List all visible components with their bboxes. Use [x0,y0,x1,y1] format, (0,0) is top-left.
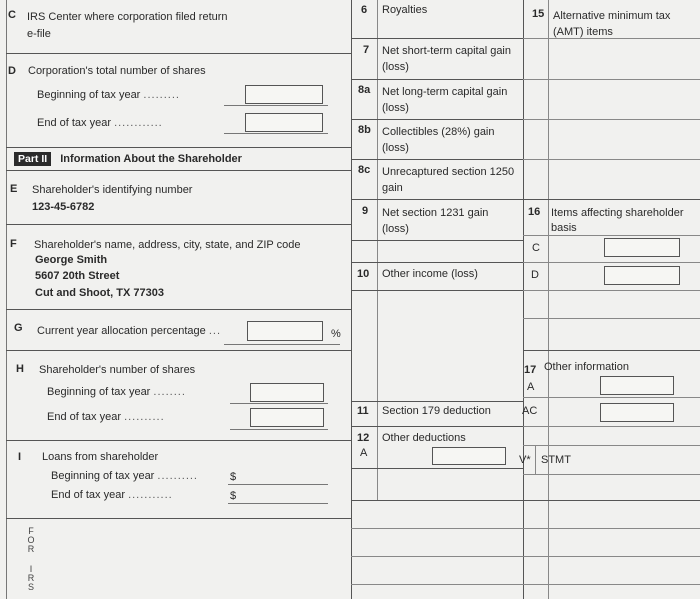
divider-left-right [351,0,352,599]
box11-label: Section 179 deduction [382,405,491,417]
part2-header [14,153,242,166]
d-letter: D [8,65,16,77]
c-value: e-file [27,28,51,40]
f-letter: F [10,238,17,250]
i-beginning-input[interactable] [238,467,328,483]
h-label: Shareholder's number of shares [39,364,196,376]
f-label: Shareholder's name, address, city, state, and ZIP code [34,239,301,251]
i-beginning-currency: $ [230,471,237,483]
rule-e [6,224,351,225]
box10-label: Other income (loss) [382,268,478,280]
e-letter: E [10,183,18,195]
e-value: 123-45-6782 [32,201,95,213]
box17-code-v: V* [519,454,531,466]
box16-d-input[interactable] [604,266,680,285]
box6-num: 6 [361,4,368,16]
box7-label: Net short-term capital gain (loss) [382,45,511,73]
h-beginning-input[interactable] [250,383,324,402]
box17-ac-input[interactable] [600,403,674,422]
f-city: Cut and Shoot, TX 77303 [35,287,164,299]
box12-num: 12 [357,432,370,444]
i-label: Loans from shareholder [42,451,159,463]
part2-title: Information About the Shareholder [60,153,242,165]
box17-code-a: A [527,381,535,393]
rule-d [6,147,351,148]
rule-f [6,309,351,310]
rule-h [6,440,351,441]
i-beginning-label: Beginning of tax year .......... [51,470,198,482]
rule-g [6,350,351,351]
box10-num: 10 [357,268,370,280]
divider-numcol [377,0,378,500]
box17-stmt: STMT [541,454,571,466]
d-end-input[interactable] [245,113,323,132]
box17-num: 17 [524,364,537,376]
box8a-label: Net long-term capital gain (loss) [382,86,508,114]
box7-num: 7 [363,44,370,56]
box12-label: Other deductions [382,432,466,444]
g-letter: G [14,322,23,334]
d-beginning-input[interactable] [245,85,323,104]
box8a-num: 8a [358,84,371,96]
box8c-num: 8c [358,164,371,176]
part2-tag: Part II [14,152,51,166]
box8b-label: Collectibles (28%) gain (loss) [382,126,495,154]
h-end-label: End of tax year .......... [47,411,165,423]
box9-num: 9 [362,205,369,217]
box12-code: A [360,447,368,459]
c-label: IRS Center where corporation filed return [27,11,228,23]
divider-margin [6,0,7,599]
box17-a-input[interactable] [600,376,674,395]
i-end-label: End of tax year ........... [51,489,173,501]
box6-label: Royalties [382,4,428,16]
f-name: George Smith [35,254,108,266]
box11-num: 11 [357,405,369,417]
rule-part2 [6,170,351,171]
i-letter: I [18,451,22,463]
box9-label: Net section 1231 gain (loss) [382,207,489,235]
i-end-input[interactable] [238,486,328,502]
box12-input[interactable] [432,447,506,465]
box17-code-ac: AC [522,405,538,417]
box16-num: 16 [528,206,541,218]
rule-c [6,53,351,54]
box16-c-input[interactable] [604,238,680,257]
g-percent-sign: % [331,328,341,340]
d-beginning-label: Beginning of tax year ......... [37,89,180,101]
box16-label: Items affecting shareholder basis [551,207,684,234]
box8b-num: 8b [358,124,371,136]
rule-i [6,518,351,519]
sidebar-irs: I R S [27,564,35,592]
box17-label: Other information [544,361,629,373]
divider-mid [523,0,524,599]
box16-code-c: C [532,242,540,254]
d-end-label: End of tax year ............ [37,117,163,129]
e-label: Shareholder's identifying number [32,184,193,196]
box15-num: 15 [532,8,545,20]
h-letter: H [16,363,24,375]
h-end-input[interactable] [250,408,324,427]
box16-code-d: D [531,269,539,281]
c-letter: C [8,9,16,21]
box15-label: Alternative minimum tax (AMT) items [553,10,671,38]
f-street: 5607 20th Street [35,270,120,282]
divider-codecol [548,0,549,599]
d-label: Corporation's total number of shares [28,65,206,77]
i-end-currency: $ [230,490,237,502]
h-beginning-label: Beginning of tax year ........ [47,386,186,398]
sidebar-for: F O R [27,526,35,554]
g-percent-input[interactable] [247,321,323,341]
g-label: Current year allocation percentage ... [37,325,221,337]
box8c-label: Unrecaptured section 1250 gain [382,166,515,194]
